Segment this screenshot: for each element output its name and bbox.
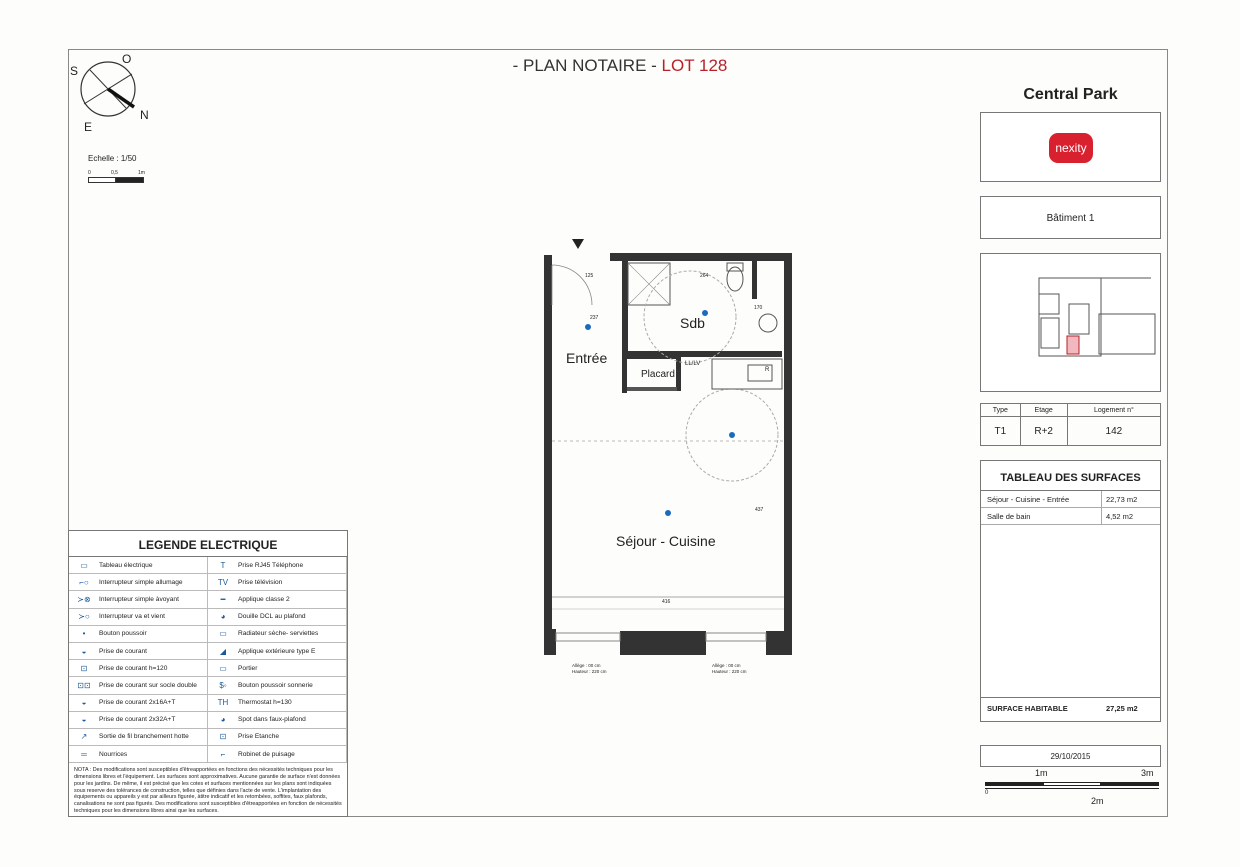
legend-label: Prise télévision [238,578,283,586]
legend-label: Prise de courant [99,647,148,655]
legend-label: Sortie de fil branchement hotte [99,733,189,741]
dim-437: 437 [755,507,764,513]
legend-symbol-icon: TV [217,577,229,587]
legend-label: Prise RJ45 Téléphone [238,561,304,569]
window-1-info: Allège : 00 cm Hauteur : 220 cm [572,663,607,674]
compass-n: N [140,108,149,122]
dim-416: 416 [662,599,671,605]
legend-symbol-icon: ⊡ [219,732,227,742]
surfaces-title: TABLEAU DES SURFACES [981,461,1160,491]
label-ll: LL/LV [685,361,701,367]
legend-item [69,712,208,729]
legend-item [208,729,347,746]
legend-label: Bouton poussoir sonnerie [238,681,313,689]
compass-o: O [122,52,132,66]
legend-symbol-icon: ⊡⊡ [77,680,91,690]
legend-item [69,609,208,626]
legend-item [69,557,208,574]
floor-plan-drawing [540,235,795,680]
legend-note: NOTA : Des modifications sont susceptibles d'êtreapportées en fonctions des nécessités techniques pour les dimensions libres et l'équipement. Les surfaces sont approximatives. Aucune garantie de surface n'est données pour les jardins. De même, il est précisé que les cotes et surfaces mentionnées sur les plans sont indiquées sous reserve des tolérances de construction, telles que définies dans l'acte de vente. L'implantation des équipements ou appareils y est par ailleurs figurée, àtitre indicatif et les retombées, soffites, faux plafonds, canalisations ne sont pas figurés. Des modifications sont susceptibles d'êtreapportées en fonction de nécessités techniques pour les dimensions libres ainsi que les surfaces. [74,767,342,814]
dim-264: 264 [700,273,709,279]
legend-item [69,746,208,763]
legend-grid [69,557,347,763]
room-sejour: Séjour - Cuisine [616,533,716,549]
unit-info [980,403,1161,446]
legend-panel [68,530,348,817]
legend-item [208,557,347,574]
lot-number: LOT 128 [661,56,728,75]
legend-label: Applique extérieure type E [238,647,316,655]
room-placard: Placard [641,369,675,380]
legend-item [208,677,347,694]
legend-item [208,643,347,660]
legend-symbol-icon: ◒ [81,646,87,656]
surface-row: Salle de bain 4,52 m2 [981,508,1160,525]
window-2-info: Allège : 00 cm Hauteur : 220 cm [712,663,747,674]
plan-date: 29/10/2015 [980,745,1161,767]
room-sdb: Sdb [680,315,705,331]
legend-symbol-icon: ▭ [219,629,227,639]
legend-symbol-icon: ▭ [80,560,88,570]
legend-label: Bouton poussoir [99,630,147,638]
page-title: - PLAN NOTAIRE - LOT 128 [512,56,728,75]
legend-symbol-icon: ◒ [81,698,87,708]
legend-item [69,574,208,591]
legend-symbol-icon: ◢ [219,646,227,656]
unit-header-type: Type [981,404,1021,417]
legend-symbol-icon: TH [217,698,229,708]
legend-symbol-icon: ≻⊗ [77,594,91,604]
legend-item [208,591,347,608]
label-r: R [765,367,770,373]
building-box: Bâtiment 1 [980,196,1161,239]
legend-label: Prise Etanche [238,733,280,741]
room-entree: Entrée [566,350,608,366]
legend-item [69,660,208,677]
legend-item [208,695,347,712]
legend-symbol-icon: $◦ [219,680,227,690]
unit-etage: R+2 [1020,417,1067,446]
surface-row: Séjour - Cuisine - Entrée 22,73 m2 [981,491,1160,508]
legend-title: LEGENDE ELECTRIQUE [69,531,347,557]
legend-symbol-icon: ⌐ [220,749,226,759]
unit-type: T1 [981,417,1021,446]
legend-label: Spot dans faux-plafond [238,716,306,724]
legend-label: Nourrices [99,750,128,758]
legend-item [208,574,347,591]
unit-header-logement: Logement n° [1067,404,1160,417]
dim-237: 237 [590,315,599,321]
legend-symbol-icon: ◒ [81,715,87,725]
compass-s: S [70,64,79,78]
location-plan-drawing [981,254,1162,393]
legend-label: Interrupteur va et vient [99,613,165,621]
legend-label: Interrupteur simple allumage [99,578,183,586]
scale-bar: 0 0,5 1m [88,170,148,186]
surface-total: SURFACE HABITABLE 27,25 m2 [981,697,1160,713]
surfaces-table [980,460,1161,722]
legend-label: Prise de courant sur socle double [99,681,197,689]
dim-170: 170 [754,305,763,311]
project-name: Central Park [1023,86,1118,103]
unit-header-etage: Etage [1020,404,1067,417]
bottom-scale: 1m 3m 0 2m [985,768,1163,814]
legend-symbol-icon: ▭ [219,663,227,673]
legend-symbol-icon: ⌐○ [79,577,89,587]
legend-item [208,609,347,626]
legend-item [208,746,347,763]
legend-item [208,626,347,643]
legend-item [69,695,208,712]
legend-symbol-icon: • [82,629,86,639]
legend-label: Prise de courant 2x16A+T [99,699,176,707]
legend-symbol-icon: T [220,560,226,570]
legend-symbol-icon: ◕ [220,715,226,725]
legend-symbol-icon: ⊡ [80,663,88,673]
logo-box [980,112,1161,182]
unit-logement: 142 [1067,417,1160,446]
legend-symbol-icon: ━ [220,594,226,604]
scale-label: Echelle : 1/50 [88,154,137,163]
legend-item [208,660,347,677]
compass-e: E [84,120,93,134]
legend-symbol-icon: ≻○ [78,612,90,622]
floor-plan [540,235,795,680]
legend-label: Tableau électrique [99,561,153,569]
legend-label: Prise de courant 2x32A+T [99,716,176,724]
legend-label: Robinet de puisage [238,750,295,758]
legend-item [69,729,208,746]
compass [70,52,160,137]
legend-item [208,712,347,729]
legend-label: Applique classe 2 [238,595,290,603]
legend-item [69,677,208,694]
dim-125: 125 [585,273,594,279]
legend-label: Thermostat h=130 [238,699,292,707]
nexity-logo: nexity [1049,133,1093,163]
legend-symbol-icon: ═ [81,749,87,759]
legend-label: Interrupteur simple àvoyant [99,595,179,603]
legend-label: Prise de courant h=120 [99,664,168,672]
legend-item [69,626,208,643]
legend-symbol-icon: ↗ [80,732,88,742]
legend-label: Radiateur sèche- serviettes [238,630,319,638]
legend-label: Douille DCL au plafond [238,613,306,621]
legend-item [69,643,208,660]
legend-symbol-icon: ◕ [220,612,226,622]
legend-item [69,591,208,608]
legend-label: Portier [238,664,258,672]
location-plan [980,253,1161,392]
